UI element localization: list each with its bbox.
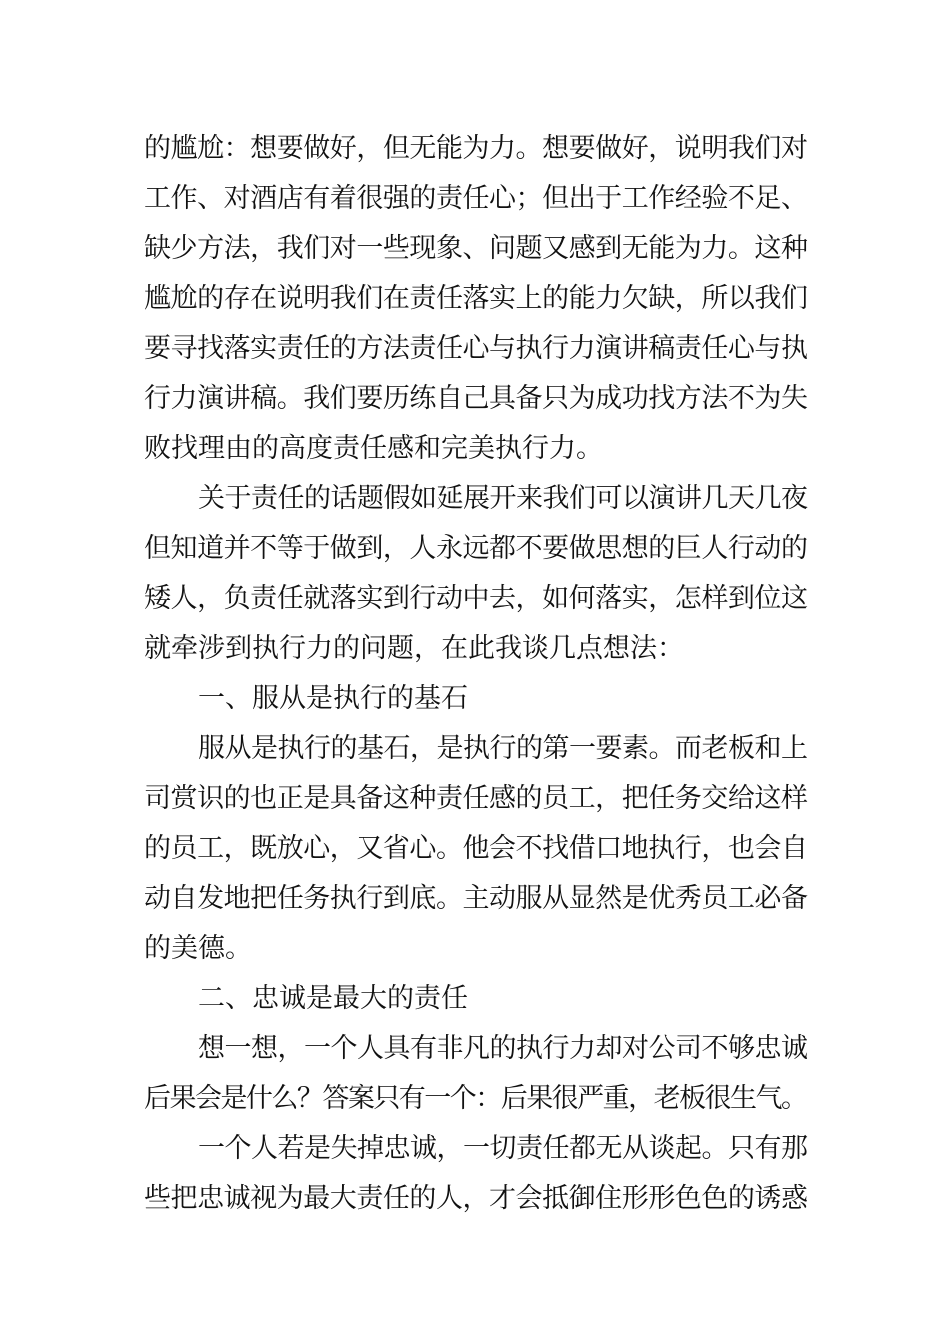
text-line: 服从是执行的基石，是执行的第一要素。而老板和上 (198, 733, 808, 764)
text-line: 一、服从是执行的基石 (198, 683, 468, 714)
text-line: 行力演讲稿。我们要历练自己具备只为成功找方法不为失 (144, 383, 808, 414)
text-line: 的员工，既放心，又省心。他会不找借口地执行，也会自 (144, 833, 808, 864)
text-line: 一个人若是失掉忠诚，一切责任都无从谈起。只有那 (198, 1133, 808, 1164)
text-line: 缺少方法，我们对一些现象、问题又感到无能为力。这种 (144, 233, 808, 264)
text-line: 二、忠诚是最大的责任 (198, 983, 468, 1014)
text-line: 工作、对酒店有着很强的责任心；但出于工作经验不足、 (144, 183, 808, 214)
text-line: 关于责任的话题假如延展开来我们可以演讲几天几夜 (198, 483, 808, 514)
text-line: 尴尬的存在说明我们在责任落实上的能力欠缺，所以我们 (144, 283, 808, 314)
text-line: 要寻找落实责任的方法责任心与执行力演讲稿责任心与执 (144, 333, 808, 364)
text-line: 想一想，一个人具有非凡的执行力却对公司不够忠诚 (198, 1033, 808, 1064)
text-line: 的尴尬：想要做好，但无能为力。想要做好，说明我们对 (144, 133, 808, 164)
text-line: 的美德。 (144, 933, 252, 964)
text-line: 司赏识的也正是具备这种责任感的员工，把任务交给这样 (144, 783, 808, 814)
body-text (144, 124, 808, 1224)
text-line: 但知道并不等于做到，人永远都不要做思想的巨人行动的 (144, 533, 808, 564)
text-line: 就牵涉到执行力的问题，在此我谈几点想法： (144, 633, 684, 664)
text-line: 败找理由的高度责任感和完美执行力。 (144, 433, 603, 464)
text-line: 后果会是什么？答案只有一个：后果很严重，老板很生气。 (144, 1083, 807, 1114)
text-line: 动自发地把任务执行到底。主动服从显然是优秀员工必备 (144, 883, 808, 914)
text-line: 些把忠诚视为最大责任的人，才会抵御住形形色色的诱惑 (144, 1183, 808, 1214)
text-line: 矮人，负责任就落实到行动中去，如何落实，怎样到位这 (144, 583, 808, 614)
